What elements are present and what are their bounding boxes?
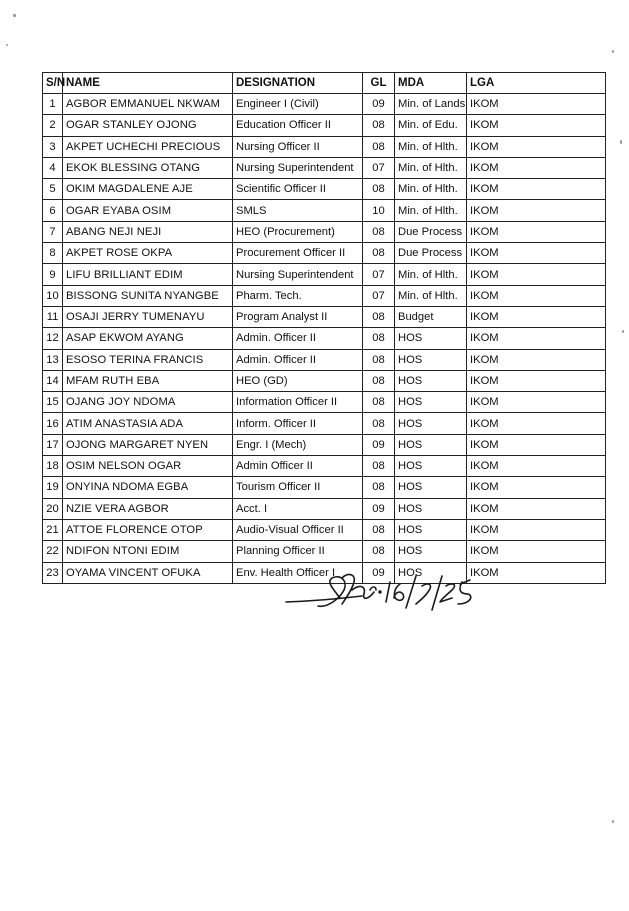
scan-speck [6,44,8,46]
cell-designation: HEO (GD) [233,370,363,391]
cell-name: ABANG NEJI NEJI [63,221,233,242]
table-row [43,243,606,264]
cell-name: BISSONG SUNITA NYANGBE [63,285,233,306]
cell-gl: 08 [363,456,395,477]
header-mda: MDA [395,73,467,94]
scan-speck [612,820,614,823]
cell-gl: 08 [363,392,395,413]
cell-gl: 08 [363,221,395,242]
cell-designation: Env. Health Officer I [233,562,363,583]
table-row [43,136,606,157]
cell-sn: 4 [43,157,63,178]
table-header-row [43,73,606,94]
cell-sn: 9 [43,264,63,285]
cell-gl: 09 [363,434,395,455]
cell-mda: Min. of Hlth. [395,179,467,200]
cell-mda: Min. of Hlth. [395,264,467,285]
table-row [43,392,606,413]
cell-name: ASAP EKWOM AYANG [63,328,233,349]
cell-sn: 14 [43,370,63,391]
scan-speck [13,14,16,17]
scan-speck [622,330,624,333]
cell-name: OJANG JOY NDOMA [63,392,233,413]
table-row [43,541,606,562]
cell-lga: IKOM [467,370,606,391]
cell-gl: 09 [363,498,395,519]
cell-sn: 18 [43,456,63,477]
cell-name: ATIM ANASTASIA ADA [63,413,233,434]
cell-lga: IKOM [467,221,606,242]
cell-name: LIFU BRILLIANT EDIM [63,264,233,285]
cell-mda: HOS [395,413,467,434]
cell-lga: IKOM [467,456,606,477]
cell-sn: 17 [43,434,63,455]
cell-lga: IKOM [467,306,606,327]
cell-name: ATTOE FLORENCE OTOP [63,519,233,540]
cell-gl: 08 [363,179,395,200]
cell-lga: IKOM [467,328,606,349]
cell-designation: Program Analyst II [233,306,363,327]
cell-name: OYAMA VINCENT OFUKA [63,562,233,583]
header-name: NAME [63,73,233,94]
cell-gl: 09 [363,562,395,583]
cell-lga: IKOM [467,519,606,540]
cell-designation: Education Officer II [233,115,363,136]
cell-lga: IKOM [467,285,606,306]
cell-name: OJONG MARGARET NYEN [63,434,233,455]
cell-lga: IKOM [467,179,606,200]
cell-sn: 15 [43,392,63,413]
handwritten-signature [282,568,482,618]
table-row [43,94,606,115]
cell-designation: Admin Officer II [233,456,363,477]
table-row [43,221,606,242]
table-row [43,349,606,370]
cell-sn: 20 [43,498,63,519]
scan-speck [620,140,622,144]
cell-designation: Nursing Superintendent [233,157,363,178]
cell-sn: 5 [43,179,63,200]
cell-name: OGAR STANLEY OJONG [63,115,233,136]
cell-gl: 07 [363,264,395,285]
table-row [43,434,606,455]
cell-name: MFAM RUTH EBA [63,370,233,391]
cell-designation: HEO (Procurement) [233,221,363,242]
table-row [43,370,606,391]
cell-gl: 08 [363,328,395,349]
cell-designation: Procurement Officer II [233,243,363,264]
cell-lga: IKOM [467,477,606,498]
cell-mda: HOS [395,519,467,540]
cell-mda: HOS [395,370,467,391]
cell-gl: 10 [363,200,395,221]
cell-sn: 2 [43,115,63,136]
cell-mda: HOS [395,456,467,477]
cell-sn: 6 [43,200,63,221]
header-lga: LGA [467,73,606,94]
cell-sn: 3 [43,136,63,157]
table-row [43,328,606,349]
cell-mda: HOS [395,349,467,370]
cell-designation: Planning Officer II [233,541,363,562]
cell-mda: Budget [395,306,467,327]
cell-designation: Scientific Officer II [233,179,363,200]
cell-lga: IKOM [467,200,606,221]
cell-gl: 08 [363,306,395,327]
cell-lga: IKOM [467,541,606,562]
cell-designation: Information Officer II [233,392,363,413]
cell-mda: Min. of Lands [395,94,467,115]
cell-mda: Min. of Hlth. [395,200,467,221]
header-designation: DESIGNATION [233,73,363,94]
table-row [43,456,606,477]
cell-sn: 23 [43,562,63,583]
cell-mda: Due Process [395,243,467,264]
cell-designation: Admin. Officer II [233,349,363,370]
table-row [43,519,606,540]
cell-designation: Audio-Visual Officer II [233,519,363,540]
cell-designation: Nursing Officer II [233,136,363,157]
cell-lga: IKOM [467,562,606,583]
cell-name: OKIM MAGDALENE AJE [63,179,233,200]
cell-lga: IKOM [467,349,606,370]
table-row [43,200,606,221]
cell-lga: IKOM [467,157,606,178]
cell-lga: IKOM [467,413,606,434]
table-row [43,285,606,306]
cell-gl: 08 [363,413,395,434]
cell-mda: HOS [395,392,467,413]
cell-gl: 08 [363,541,395,562]
cell-mda: Min. of Edu. [395,115,467,136]
cell-sn: 21 [43,519,63,540]
cell-designation: Nursing Superintendent [233,264,363,285]
table-row [43,306,606,327]
cell-name: OGAR EYABA OSIM [63,200,233,221]
cell-lga: IKOM [467,94,606,115]
cell-name: AGBOR EMMANUEL NKWAM [63,94,233,115]
cell-gl: 08 [363,519,395,540]
header-gl: GL [363,73,395,94]
cell-lga: IKOM [467,136,606,157]
table-row [43,498,606,519]
cell-sn: 10 [43,285,63,306]
cell-lga: IKOM [467,243,606,264]
table-row [43,179,606,200]
cell-sn: 12 [43,328,63,349]
cell-lga: IKOM [467,434,606,455]
cell-mda: HOS [395,498,467,519]
cell-mda: HOS [395,434,467,455]
cell-sn: 22 [43,541,63,562]
cell-lga: IKOM [467,392,606,413]
cell-designation: Tourism Officer II [233,477,363,498]
cell-sn: 1 [43,94,63,115]
cell-mda: HOS [395,328,467,349]
cell-gl: 07 [363,285,395,306]
cell-gl: 08 [363,115,395,136]
cell-name: NZIE VERA AGBOR [63,498,233,519]
cell-mda: Due Process [395,221,467,242]
cell-name: OSIM NELSON OGAR [63,456,233,477]
cell-designation: Pharm. Tech. [233,285,363,306]
cell-lga: IKOM [467,498,606,519]
cell-sn: 7 [43,221,63,242]
cell-sn: 8 [43,243,63,264]
cell-gl: 08 [363,370,395,391]
cell-designation: SMLS [233,200,363,221]
cell-gl: 08 [363,349,395,370]
cell-designation: Engr. I (Mech) [233,434,363,455]
cell-name: AKPET UCHECHI PRECIOUS [63,136,233,157]
cell-name: AKPET ROSE OKPA [63,243,233,264]
cell-mda: Min. of Hlth. [395,157,467,178]
table-row [43,115,606,136]
cell-designation: Acct. I [233,498,363,519]
cell-designation: Inform. Officer II [233,413,363,434]
cell-gl: 09 [363,94,395,115]
cell-mda: Min. of Hlth. [395,285,467,306]
cell-lga: IKOM [467,115,606,136]
cell-mda: Min. of Hlth. [395,136,467,157]
table-row [43,157,606,178]
cell-sn: 13 [43,349,63,370]
cell-lga: IKOM [467,264,606,285]
cell-mda: HOS [395,541,467,562]
cell-gl: 08 [363,477,395,498]
table-row [43,477,606,498]
cell-sn: 11 [43,306,63,327]
cell-designation: Admin. Officer II [233,328,363,349]
cell-sn: 19 [43,477,63,498]
cell-name: EKOK BLESSING OTANG [63,157,233,178]
cell-name: OSAJI JERRY TUMENAYU [63,306,233,327]
cell-mda: HOS [395,562,467,583]
cell-name: ESOSO TERINA FRANCIS [63,349,233,370]
cell-designation: Engineer I (Civil) [233,94,363,115]
staff-table [42,72,606,584]
cell-name: NDIFON NTONI EDIM [63,541,233,562]
cell-sn: 16 [43,413,63,434]
cell-gl: 08 [363,136,395,157]
table-row [43,413,606,434]
cell-mda: HOS [395,477,467,498]
table-body [43,94,606,584]
cell-gl: 08 [363,243,395,264]
header-sn: S/N [43,73,63,94]
cell-gl: 07 [363,157,395,178]
cell-name: ONYINA NDOMA EGBA [63,477,233,498]
scan-speck [612,50,614,53]
table-row [43,264,606,285]
